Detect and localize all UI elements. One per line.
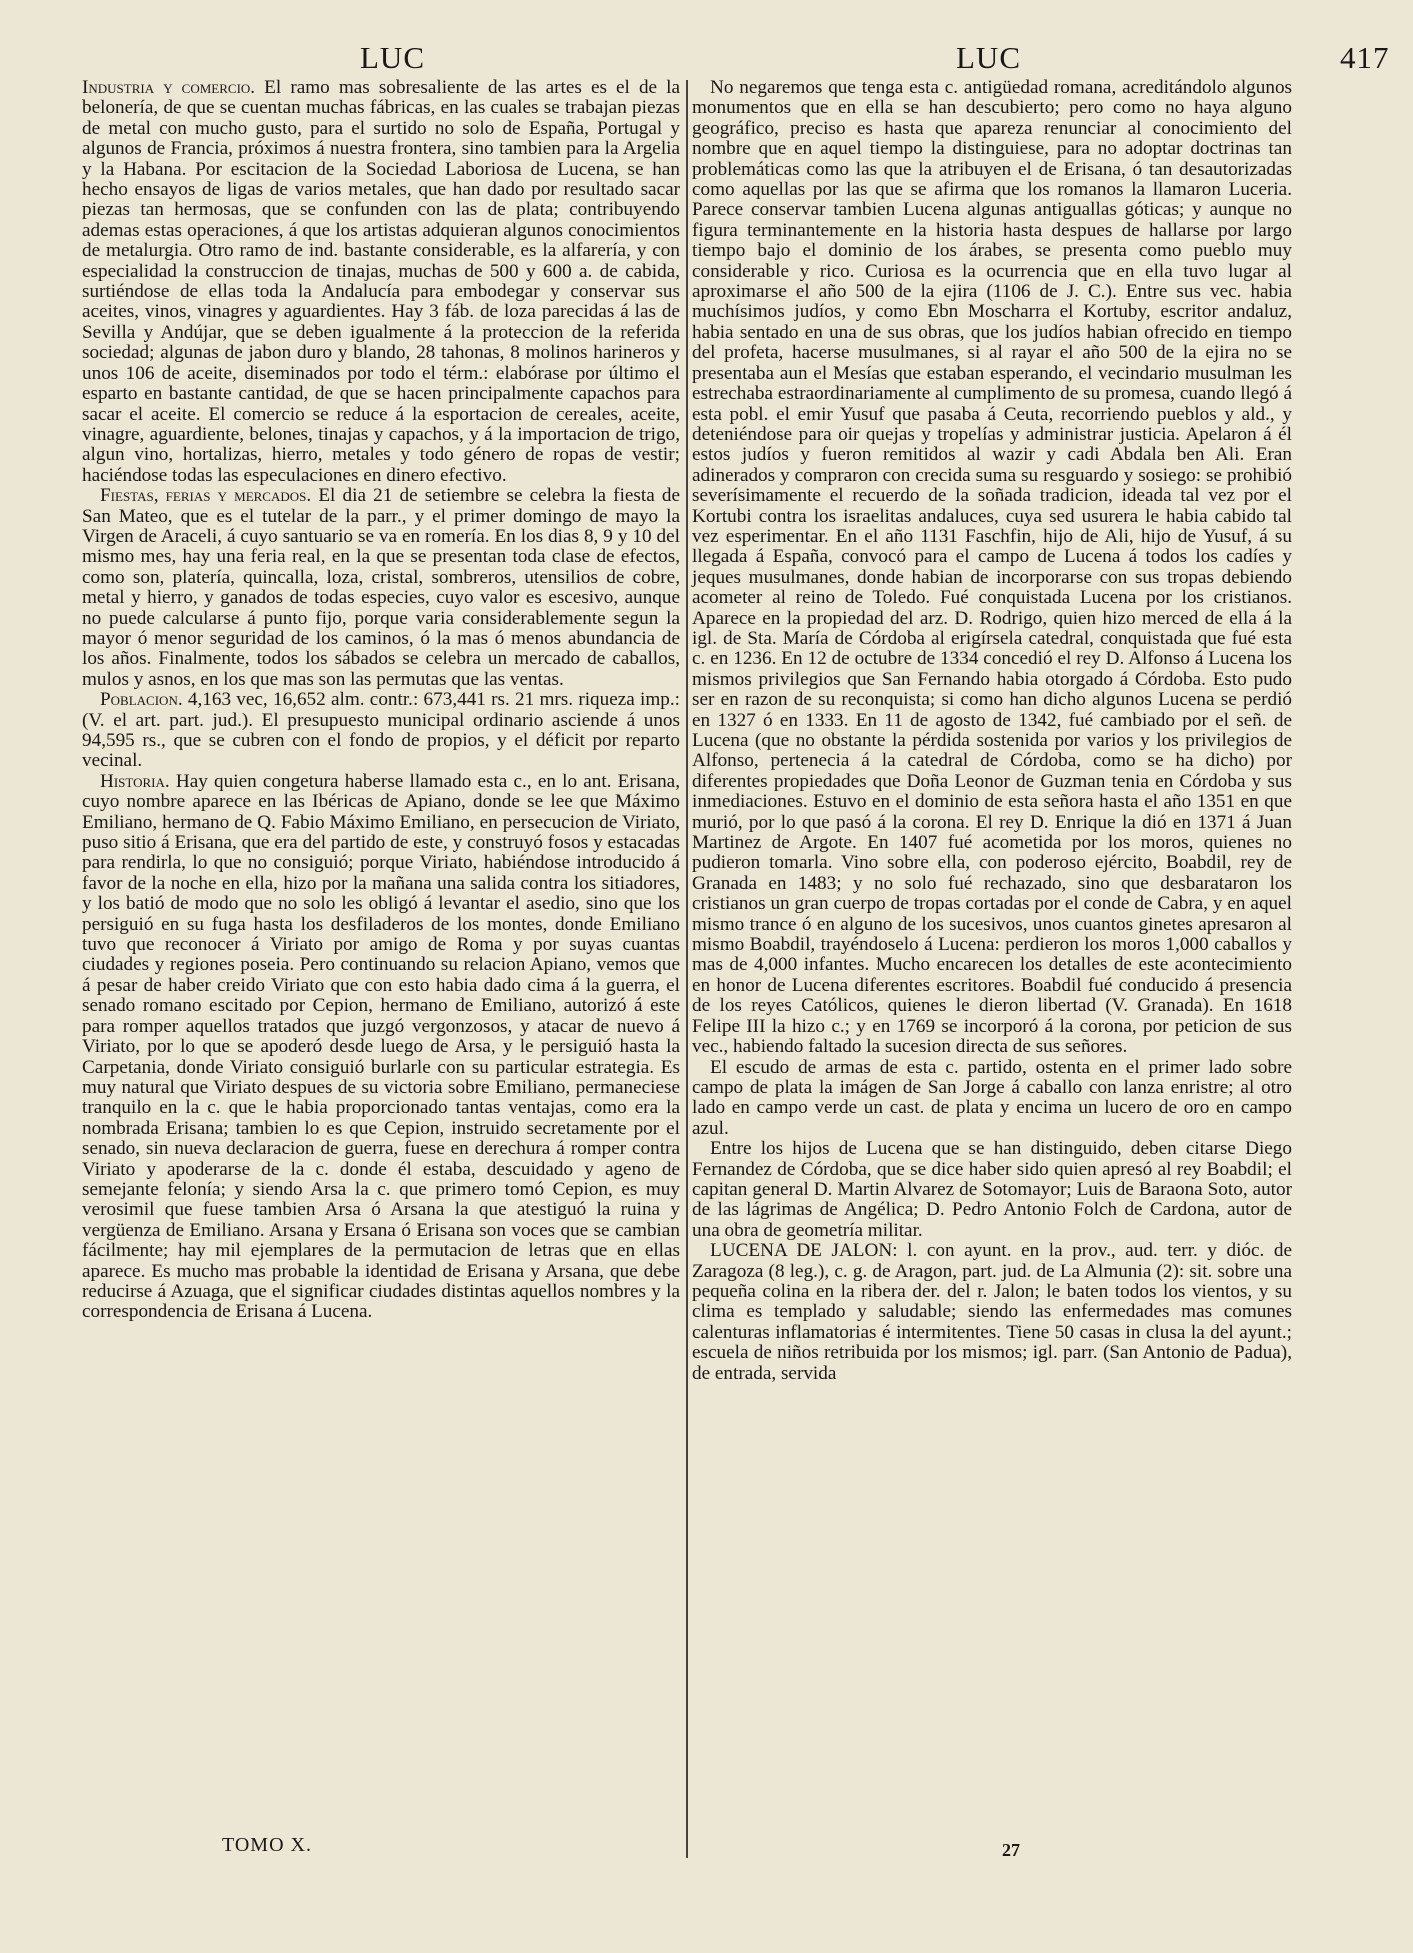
paragraph-text: l. con ayunt. en la prov., aud. terr. y dióc. de Zaragoza (8 leg.), c. g. de Aragon, part. jud. de La Almunia (2): sit. sobre una pequeña colina en la ribera der. del r. Jalon; le baten todos los vientos, y su clima es templado y saludable; siendo las enfermedades mas comunes calenturas inflamatorias é intermitentes. Tiene 50 casas in clusa la del ayunt.; escuela de niños retribuida por los mismos; igl. parr. (San Antonio de Padua), de entrada, servida xyxy=(692,1240,1292,1384)
paragraph-fiestas xyxy=(82,486,680,690)
volume-label: TOMO X. xyxy=(222,1834,312,1856)
paragraph-text: 4,163 vec, 16,652 alm. contr.: 673,441 rs. 21 mrs. riqueza imp.: (V. el art. part. jud.). El presupuesto municipal ordinario asciende á unos 94,595 rs., que se cubren con el fondo de propios, y el déficit por reparto vecinal. xyxy=(82,689,680,772)
column-divider xyxy=(686,80,688,1858)
paragraph-hijos: Entre los hijos de Lucena que se han distinguido, deben citarse Diego Fernandez de Córdoba, que se dice haber sido quien apresó al rey Boabdil; el capitan general D. Martin Alvarez de Sotomayor; Luis de Baraona Soto, autor de las lágrimas de Angélica; D. Pedro Antonio Folch de Cardona, autor de una obra de geometría militar. xyxy=(692,1138,1292,1241)
section-heading: Fiestas, ferias y mercados. xyxy=(100,485,312,507)
paragraph-historia-cont: No negaremos que tenga esta c. antigüedad romana, acreditándolo algunos monumentos que en ella se han descubierto; pero como no haya alguno geográfico, preciso es hasta que apareza renunciar al conocimiento del nombre que en aquel tiempo la distinguiese, para no adoptar doctrinas tan problemáticas como las que la atribuyen el de Erisana, ó tan desautorizadas como aquellas por las que se afirma que los romanos la llamaron Luceria. Parece conservar tambien Lucena algunas antiguallas góticas; y aunque no figura terminantemente en la historia hasta despues de hallarse por largo tiempo bajo el dominio de los árabes, se presenta como pueblo muy considerable y rico. Curiosa es la ocurrencia que en ella tuvo lugar al aproximarse el año 500 de la ejira (1106 de J. C.). Entre sus vec. habia muchísimos judíos, y como Ebn Moscharra el Kortuby, escritor andaluz, habia sentado en una de sus obras, que los judíos habian ofrecido en tiempo del profeta, hacerse musulmanes, si al rayar el año 500 de la ejira no se presentaba aun el Mesías que estaban esperando, el vecindario musulman les estrechaba estraordinariamente al cumplimento de su promesa, cuando llegó á esta pobl. el emir Yusuf que pasaba á Ceuta, recorriendo pueblos y ald., y deteniéndose para oir quejas y tropelías y administrar justicia. Apelaron á él estos judíos y fueron remitidos al wazir y cadi Abdala ben Ali. Eran adinerados y compraron con crecida suma su resguardo y sosiego: se prohibió severísimamente el recuerdo de la soñada tradicion, ideada tal vez por el Kortubi contra los israelitas andaluces, cuya sed usurera le habia cabido tal vez esperimentar. En el año 1131 Faschfin, hijo de Ali, hijo de Yusuf, á su llegada á España, convocó para el campo de Lucena á todos los cadíes y jeques musulmanes, donde habian de incorporarse con sus tropas debiendo acometer al reino de Toledo. Fué conquistada Lucena por los cristianos. Aparece en la propiedad del arz. D. Rodrigo, quien hizo merced de ella á la igl. de Sta. María de Córdoba al erigírsela catedral, conquistada que fué esta c. en 1236. En 12 de octubre de 1334 concedió el rey D. Alfonso á Lucena los mismos privilegios que San Fernando habia otorgado á Córdoba. Esto pudo ser en razon de su reconquista; si como han dicho algunos Lucena se perdió en 1327 ó en 1333. En 11 de agosto de 1342, fué cambiado por el señ. de Lucena (que no obstante la pérdida sostenida por varios y los privilegios de Alfonso, pertenecia á la catedral de Córdoba, como se ha dicho) por diferentes propiedades que Doña Leonor de Guzman tenia en Córdoba y sus inmediaciones. Estuvo en el dominio de esta señora hasta el año 1351 en que murió, por lo que pasó á la corona. El rey D. Enrique la dió en 1371 á Juan Martinez de Argote. En 1407 fué acometida por los moros, quienes no pudieron tomarla. Vino sobre ella, con poderoso ejército, Boabdil, rey de Granada en 1483; y no solo fué rechazado, sino que desbarataron los cristianos un gran cuerpo de tropas cortadas por el conde de Cabra, y en aquel mismo trance ó en alguno de los sucesivos, unos cuantos ginetes apresaron al mismo Boabdil, trayéndoselo á Lucena: perdieron los moros 1,000 caballos y mas de 4,000 infantes. Mucho encarecen los detalles de este acontecimiento en honor de Lucena diferentes escritores. Boabdil fué conducido á presencia de los reyes Católicos, quienes le dieron libertad (V. Granada). En 1618 Felipe III la hizo c.; y en 1769 se incorporó á la corona, por peticion de sus vec., habiendo faltado la sucesion directa de sus señores. xyxy=(692,77,1292,1058)
paragraph-historia xyxy=(82,772,680,1323)
paragraph-poblacion xyxy=(82,690,680,772)
running-head-right: LUC xyxy=(956,40,1021,75)
page-number: 417 xyxy=(1340,40,1390,75)
right-column xyxy=(692,78,1292,1384)
paragraph-industria xyxy=(82,78,680,486)
paragraph-lucena-de-jalon xyxy=(692,1241,1292,1384)
section-heading: Poblacion. xyxy=(100,689,183,711)
paragraph-text: El dia 21 de setiembre se celebra la fiesta de San Mateo, que es el tutelar de la parr., y el primer domingo de mayo la Virgen de Araceli, á cuyo santuario se va en romería. En los dias 8, 9 y 10 del mismo mes, hay una feria real, en la que se presentan toda clase de efectos, como son, platería, quincalla, loza, cristal, sombreros, utensilios de cobre, metal y hierro, y ganados de todas especies, cuyo valor es escesivo, aunque no puede calcularse á punto fijo, porque varia considerablemente segun la mayor ó menor seguridad de los caminos, ó la mas ó menos abundancia de los años. Finalmente, todos los sábados se celebra un mercado de caballos, mulos y asnos, en los que mas son las permutas que las ventas. xyxy=(82,485,680,690)
running-head-left: LUC xyxy=(360,40,425,75)
section-heading: Industria y comercio. xyxy=(82,77,256,98)
paragraph-escudo: El escudo de armas de esta c. partido, ostenta en el primer lado sobre campo de plata la imágen de San Jorge á caballo con lanza enristre; al otro lado en campo verde un cast. de plata y encima un lucero de oro en campo azul. xyxy=(692,1056,1292,1139)
paragraph-text: Hay quien congetura haberse llamado esta c., en lo ant. Erisana, cuyo nombre aparece en las Ibéricas de Apiano, donde se lee que Máximo Emiliano, hermano de Q. Fabio Máximo Emiliano, en persecucion de Viriato, puso sitio á Erisana, que era del partido de este, y construyó fosos y estacadas para rendirla, lo que no consiguió; porque Viriato, habiéndose introducido á favor de la noche en ella, hizo por la mañana una salida contra los sitiadores, y los batió de modo que no solo les obligó á levantar el asedio, sino que los persiguió en su fuga hasta los desfiladeros de los montes, donde Emiliano tuvo que reconocer á Viriato por amigo de Roma y por suyas cuantas ciudades y regiones poseia. Pero continuando su relacion Apiano, vemos que á pesar de haber creido Viriato que con esto habia dado cima á la guerra, el senado romano escitado por Cepion, hermano de Emiliano, autorizó á este para romper aquellos tratados que juzgó vergonzosos, y atacar de nuevo á Viriato, por lo que se apoderó desde luego de Arsa, y le persiguió hasta la Carpetania, donde Viriato consiguió burlarle con su particular estrategia. Es muy natural que Viriato despues de su victoria sobre Emiliano, permaneciese tranquilo en la c. que le habia proporcionado tantas ventajas, como era la nombrada Erisana; tambien lo es que Cepion, instruido secretamente por el senado, sin nueva declaracion de guerra, fuese en derechura á romper contra Viriato y apoderarse de la c. donde él estaba, descuidado y ageno de semejante felonía; y siendo Arsa la c. que primero tomó Cepion, es muy verosimil que fuese tambien Arsa ó Arsana la que atestiguó la ruina y vergüenza de Emiliano. Arsana y Ersana ó Erisana son voces que se cambian fácilmente; hay mil ejemplares de la permutacion de letras que en ellas aparece. Es mucho mas probable la identidad de Erisana y Arsana, que debe reducirse á Azuaga, que el significar ciudades distintas aquellos nombres y la correspondencia de Erisana á Lucena. xyxy=(82,770,680,1323)
entry-heading: LUCENA DE JALON: xyxy=(710,1240,898,1262)
paragraph-text: El ramo mas sobresaliente de las artes es el de la belonería, de que se cuentan muchas fábricas, en las cuales se trabajan piezas de metal con mucho gusto, para el surtido no solo de España, Portugal y algunos de Francia, próximos á nuestra frontera, sino tambien para la Argelia y la Habana. Por escitacion de la Sociedad Laboriosa de Lucena, se han hecho ensayos de ligas de varios metales, que han dado por resultado sacar piezas tan hermosas, que se confunden con las de plata; contribuyendo ademas estas operaciones, á que los artistas adquieran algunos conocimientos de metalurgia. Otro ramo de ind. bastante considerable, es la alfarería, y con especialidad la construccion de tinajas, muchas de 500 y 600 a. de cabida, surtiéndose de ellas toda la Andalucía para embodegar y conservar sus aceites, vinos, vinagres y aguardientes. Hay 3 fáb. de loza parecidas á las de Sevilla y Andújar, que se deben igualmente á la proteccion de la referida sociedad; algunas de jabon duro y blando, 28 tahonas, 8 molinos harineros y unos 106 de aceite, diseminados por todo el térm.: elabórase por último el esparto en bastante cantidad, de que se hacen principalmente capachos para sacar el aceite. El comercio se reduce á la esportacion de cereales, aceite, vinagre, aguardiente, belones, tinajas y capachos, y á la importacion de trigo, algun vino, hortalizas, hierro, metales y todo género de ropas de vestir; haciéndose todas las especulaciones en dinero efectivo. xyxy=(82,77,680,486)
left-column xyxy=(82,78,680,1323)
section-heading: Historia. xyxy=(100,770,170,792)
signature-mark: 27 xyxy=(1002,1840,1020,1860)
